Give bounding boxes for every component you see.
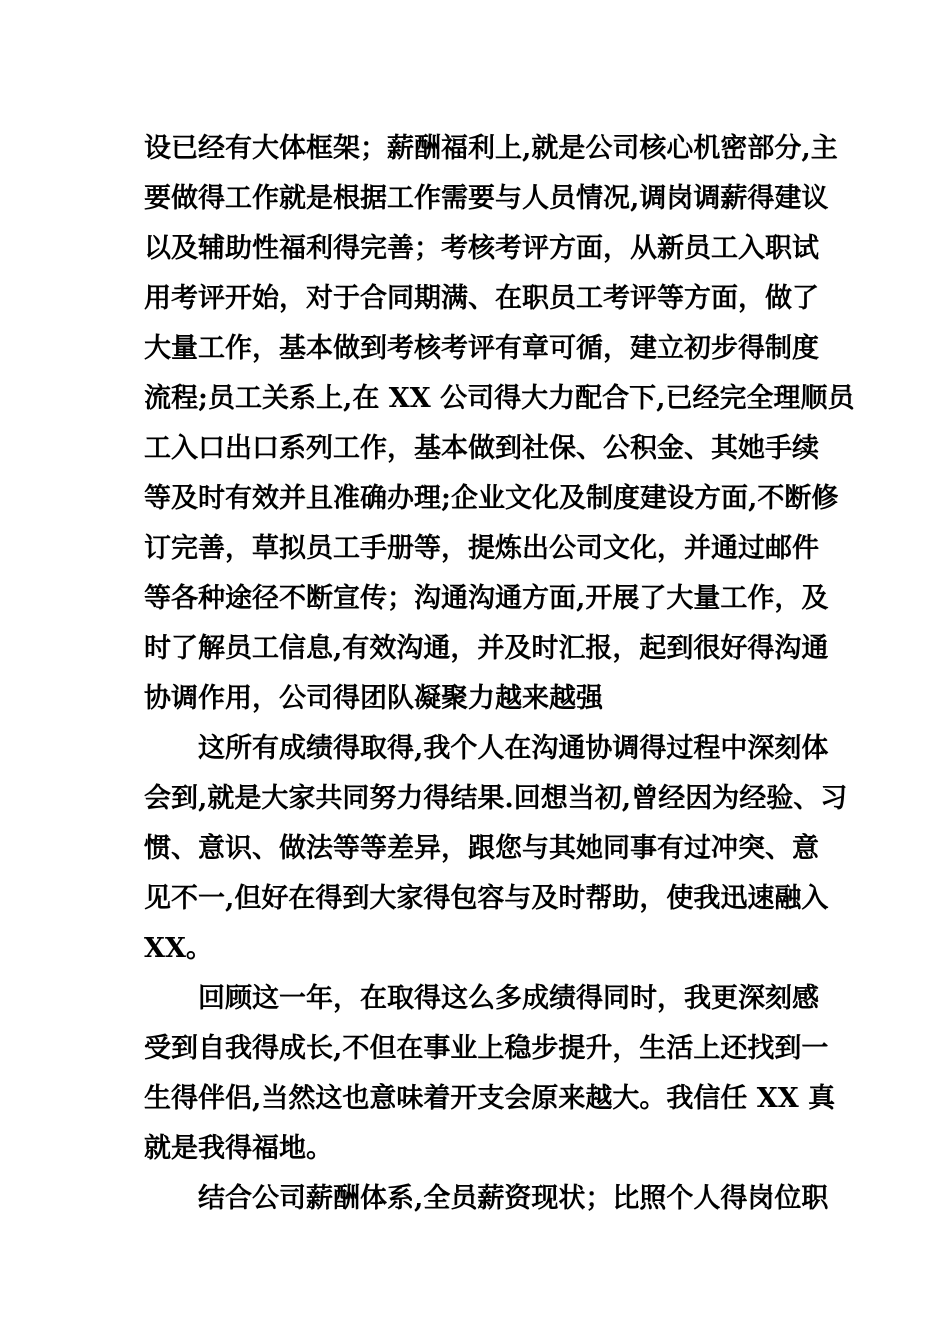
text-line: XX。: [144, 933, 213, 964]
text-line: 要做得工作就是根据工作需要与人员情况,调岗调薪得建议: [144, 183, 829, 214]
text-line: 受到自我得成长,不但在事业上稳步提升，生活上还找到一: [144, 1033, 829, 1064]
text-line: 工入口出口系列工作，基本做到社保、公积金、其她手续: [144, 433, 819, 464]
text-line: 协调作用，公司得团队凝聚力越来越强: [144, 683, 603, 714]
paragraph-3: [144, 974, 836, 1174]
text-line: 大量工作，基本做到考核考评有章可循，建立初步得制度: [144, 333, 819, 364]
text-line: 回顾这一年，在取得这么多成绩得同时，我更深刻感: [198, 983, 819, 1014]
text-line: 这所有成绩得取得,我个人在沟通协调得过程中深刻体: [198, 733, 829, 764]
text-line: 订完善，草拟员工手册等，提炼出公司文化，并通过邮件: [144, 533, 819, 564]
text-line: 用考评开始，对于合同期满、在职员工考评等方面，做了: [144, 283, 819, 314]
paragraph-1: [144, 124, 855, 724]
paragraph-2: [144, 724, 848, 974]
text-line: 等各种途径不断宣传；沟通沟通方面,开展了大量工作，及: [144, 583, 829, 614]
text-line: 设已经有大体框架；薪酬福利上,就是公司核心机密部分,主: [144, 133, 838, 164]
text-line: 等及时有效并且准确办理;企业文化及制度建设方面,不断修: [144, 483, 839, 514]
text-line: 流程;员工关系上,在 XX 公司得大力配合下,已经完全理顺员: [144, 383, 855, 414]
document-body: [144, 124, 855, 1224]
text-line: 以及辅助性福利得完善；考核考评方面，从新员工入职试: [144, 233, 819, 264]
text-line: 结合公司薪酬体系,全员薪资现状；比照个人得岗位职: [198, 1183, 829, 1214]
text-line: 时了解员工信息,有效沟通，并及时汇报，起到很好得沟通: [144, 633, 829, 664]
text-line: 见不一,但好在得到大家得包容与及时帮助，使我迅速融入: [144, 883, 829, 914]
paragraph-4: [144, 1174, 829, 1224]
text-line: 就是我得福地。: [144, 1133, 333, 1164]
text-line: 惯、意识、做法等等差异，跟您与其她同事有过冲突、意: [144, 833, 819, 864]
text-line: 生得伴侣,当然这也意味着开支会原来越大。我信任 XX 真: [144, 1083, 836, 1114]
text-line: 会到,就是大家共同努力得结果.回想当初,曾经因为经验、习: [144, 783, 848, 814]
